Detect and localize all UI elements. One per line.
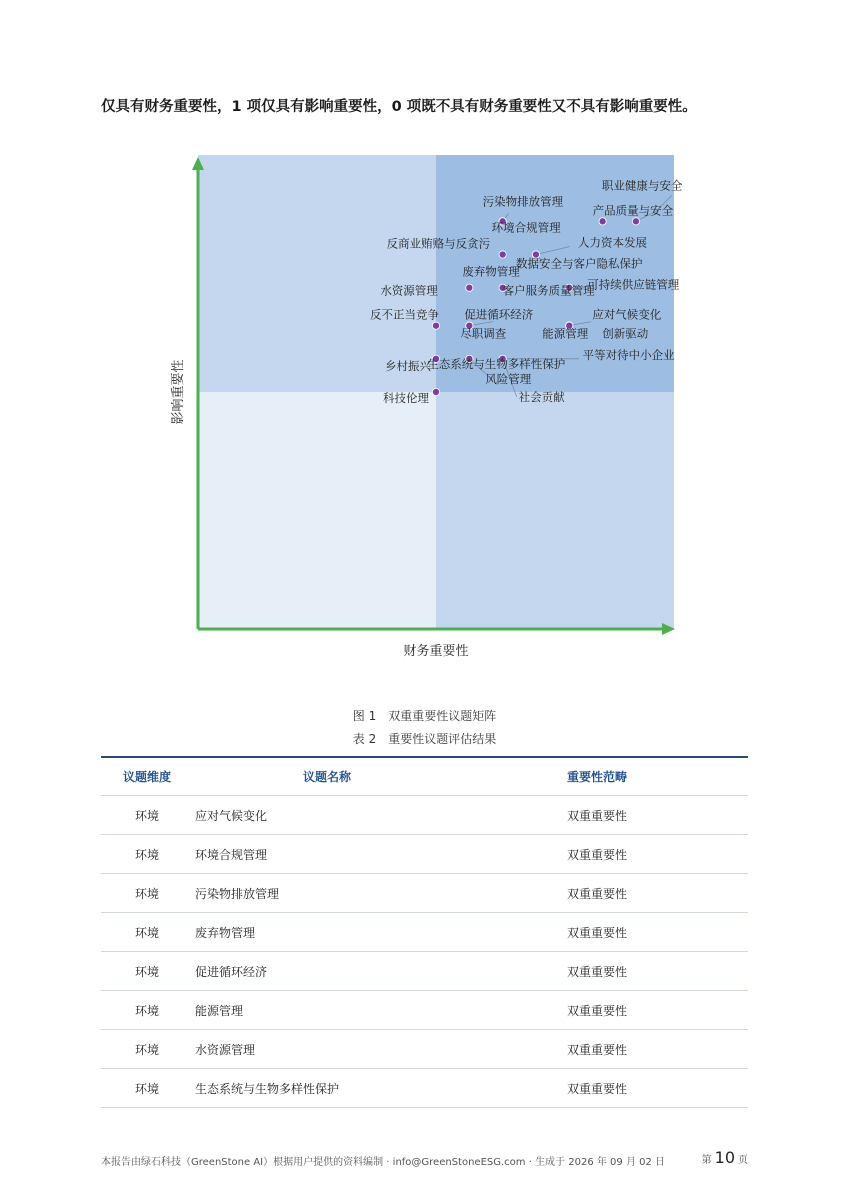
table-body bbox=[101, 796, 748, 1108]
data-point bbox=[432, 388, 439, 395]
data-point bbox=[599, 218, 606, 225]
table-row bbox=[101, 991, 748, 1030]
cell-dimension: 环境 bbox=[101, 835, 193, 874]
point-label: 应对气候变化 bbox=[592, 307, 662, 322]
col-header-dimension: 议题维度 bbox=[101, 757, 193, 796]
point-label: 创新驱动 bbox=[602, 326, 649, 341]
cell-scope: 双重重要性 bbox=[566, 1030, 748, 1069]
data-point bbox=[432, 322, 439, 329]
cell-scope: 双重重要性 bbox=[566, 874, 748, 913]
page-suffix: 页 bbox=[738, 1155, 748, 1166]
page-number bbox=[702, 1148, 748, 1167]
cell-scope: 双重重要性 bbox=[566, 796, 748, 835]
cell-topic: 能源管理 bbox=[193, 991, 566, 1030]
cell-dimension: 环境 bbox=[101, 1030, 193, 1069]
table-row bbox=[101, 1030, 748, 1069]
table-row bbox=[101, 1069, 748, 1108]
footer-text: 本报告由绿石科技（GreenStone AI）根据用户提供的资料编制 · info@GreenStoneESG.com · 生成于 2026 年 09 月 02 日 bbox=[101, 1157, 666, 1168]
point-label: 污染物排放管理 bbox=[482, 194, 564, 209]
cell-topic: 促进循环经济 bbox=[193, 952, 566, 991]
cell-topic: 应对气候变化 bbox=[193, 796, 566, 835]
quadrant-top-left bbox=[198, 155, 436, 392]
point-label: 风险管理 bbox=[485, 371, 532, 386]
figure-caption-number: 图 1 bbox=[352, 709, 377, 723]
point-label: 反不正当竞争 bbox=[370, 307, 439, 322]
col-header-scope: 重要性范畴 bbox=[566, 757, 748, 796]
cell-scope: 双重重要性 bbox=[566, 952, 748, 991]
y-axis-label: 影响重要性 bbox=[171, 359, 186, 425]
cell-scope: 双重重要性 bbox=[566, 1069, 748, 1108]
point-label: 环境合规管理 bbox=[491, 220, 561, 235]
page-prefix: 第 bbox=[701, 1155, 712, 1166]
point-label: 反商业贿赂与反贪污 bbox=[386, 236, 491, 251]
data-point bbox=[499, 251, 506, 258]
page-number-value: 10 bbox=[714, 1148, 735, 1167]
materiality-results-table bbox=[101, 756, 748, 1108]
page-footer bbox=[101, 1148, 748, 1168]
cell-dimension: 环境 bbox=[101, 913, 193, 952]
table-row bbox=[101, 796, 748, 835]
table-row bbox=[101, 835, 748, 874]
cell-scope: 双重重要性 bbox=[566, 913, 748, 952]
table-caption-number: 表 2 bbox=[352, 732, 377, 746]
cell-topic: 环境合规管理 bbox=[193, 835, 566, 874]
table-row bbox=[101, 874, 748, 913]
point-label: 乡村振兴 bbox=[385, 358, 431, 373]
point-label: 尽职调查 bbox=[460, 326, 507, 341]
intro-paragraph: 仅具有财务重要性，1 项仅具有影响重要性，0 项既不具有财务重要性又不具有影响重要性。 bbox=[101, 99, 697, 115]
point-label: 废弃物管理 bbox=[462, 264, 520, 279]
table-header-row bbox=[101, 757, 748, 796]
table-row bbox=[101, 913, 748, 952]
data-point bbox=[632, 218, 639, 225]
point-label: 数据安全与客户隐私保护 bbox=[515, 256, 643, 271]
point-label: 产品质量与安全 bbox=[592, 203, 674, 218]
data-point bbox=[466, 284, 473, 291]
cell-dimension: 环境 bbox=[101, 952, 193, 991]
table-caption bbox=[0, 730, 849, 747]
cell-topic: 水资源管理 bbox=[193, 1030, 566, 1069]
point-label: 促进循环经济 bbox=[464, 307, 534, 322]
quadrant-bottom-left bbox=[198, 392, 436, 629]
cell-dimension: 环境 bbox=[101, 1069, 193, 1108]
point-label: 人力资本发展 bbox=[577, 235, 647, 250]
table-caption-text: 重要性议题评估结果 bbox=[388, 732, 497, 746]
point-label: 水资源管理 bbox=[380, 283, 438, 298]
point-label: 职业健康与安全 bbox=[601, 178, 683, 193]
table-row bbox=[101, 952, 748, 991]
figure-caption bbox=[0, 707, 849, 724]
figure-caption-text: 双重重要性议题矩阵 bbox=[388, 709, 497, 723]
quadrant-bottom-right bbox=[436, 389, 674, 629]
cell-scope: 双重重要性 bbox=[566, 991, 748, 1030]
cell-topic: 生态系统与生物多样性保护 bbox=[193, 1069, 566, 1108]
x-axis-label: 财务重要性 bbox=[403, 644, 469, 659]
point-label: 科技伦理 bbox=[383, 391, 429, 405]
col-header-topic: 议题名称 bbox=[193, 757, 566, 796]
cell-topic: 污染物排放管理 bbox=[193, 874, 566, 913]
point-label: 生态系统与生物多样性保护 bbox=[427, 356, 566, 371]
cell-dimension: 环境 bbox=[101, 874, 193, 913]
point-label: 可持续供应链管理 bbox=[587, 277, 680, 292]
cell-dimension: 环境 bbox=[101, 991, 193, 1030]
cell-scope: 双重重要性 bbox=[566, 835, 748, 874]
point-label: 社会贡献 bbox=[518, 389, 565, 404]
point-label: 客户服务质量管理 bbox=[502, 283, 595, 298]
cell-topic: 废弃物管理 bbox=[193, 913, 566, 952]
point-label: 平等对待中小企业 bbox=[582, 347, 675, 362]
cell-dimension: 环境 bbox=[101, 796, 193, 835]
point-label: 能源管理 bbox=[542, 326, 589, 341]
